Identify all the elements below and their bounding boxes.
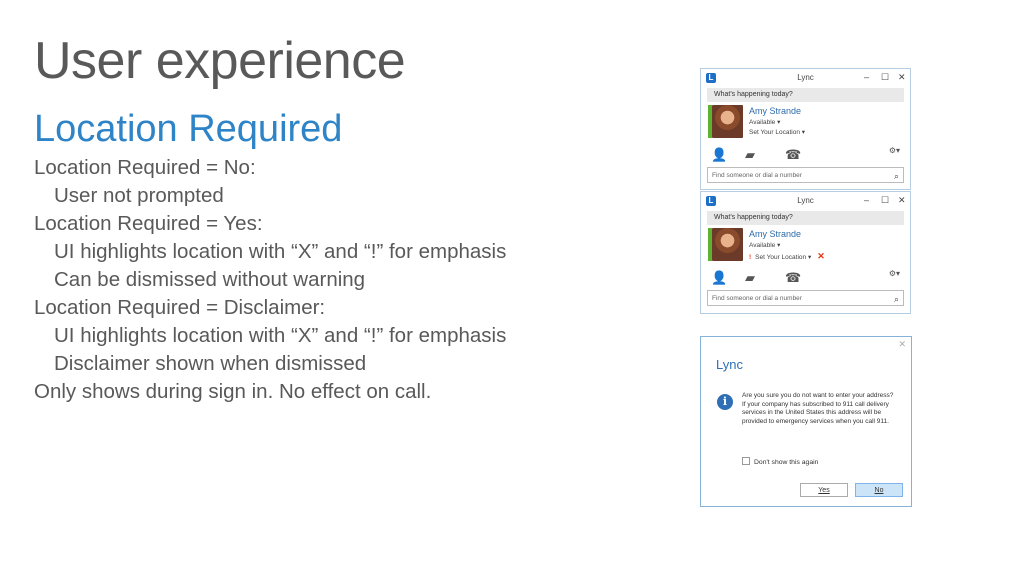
disclaimer-dialog bbox=[700, 336, 912, 507]
availability-label: Available bbox=[749, 119, 776, 126]
location-menu[interactable] bbox=[749, 251, 825, 262]
title-bar bbox=[701, 69, 910, 88]
bullet-item: User not prompted bbox=[54, 184, 224, 207]
availability-menu[interactable] bbox=[749, 118, 780, 126]
chevron-down-icon: ▾ bbox=[807, 254, 812, 261]
maximize-icon[interactable]: ☐ bbox=[881, 72, 890, 82]
bullet-item: Location Required = Disclaimer: bbox=[34, 296, 326, 319]
my-info bbox=[701, 105, 910, 145]
conversations-icon[interactable]: ▰ bbox=[745, 270, 755, 285]
conversations-icon[interactable]: ▰ bbox=[745, 147, 755, 162]
info-icon: i bbox=[717, 394, 733, 410]
bullet-item: Location Required = No: bbox=[34, 156, 256, 179]
availability-label: Available bbox=[749, 242, 776, 249]
warning-icon: ! bbox=[749, 254, 752, 261]
search-icon[interactable]: ⌕ bbox=[893, 171, 899, 181]
status-message-input[interactable]: What's happening today? bbox=[707, 88, 904, 102]
phone-icon[interactable]: ☎ bbox=[785, 270, 802, 285]
bullet-item: UI highlights location with “X” and “!” for emphasis bbox=[54, 324, 507, 347]
status-message-input[interactable]: What's happening today? bbox=[707, 211, 904, 225]
checkbox-label: Don't show this again bbox=[754, 459, 819, 466]
my-info bbox=[701, 228, 910, 268]
dont-show-again-checkbox[interactable] bbox=[742, 457, 818, 466]
checkbox-box[interactable] bbox=[742, 457, 750, 465]
bullet-item: Location Required = Yes: bbox=[34, 212, 263, 235]
slide-title: User experience bbox=[34, 32, 406, 90]
search-input[interactable] bbox=[707, 167, 904, 183]
tab-bar bbox=[701, 145, 910, 167]
dialog-title: Lync bbox=[716, 357, 743, 372]
location-menu[interactable] bbox=[749, 128, 805, 136]
lync-logo-icon: L bbox=[706, 196, 716, 206]
avatar[interactable] bbox=[712, 105, 743, 138]
tab-bar bbox=[701, 268, 910, 290]
bullet-item: Only shows during sign in. No effect on call. bbox=[34, 380, 432, 403]
minimize-icon[interactable]: – bbox=[864, 72, 870, 82]
clear-location-icon[interactable]: ✕ bbox=[817, 251, 825, 261]
search-placeholder: Find someone or dial a number bbox=[712, 172, 802, 179]
lync-logo-icon: L bbox=[706, 73, 716, 83]
title-bar bbox=[701, 192, 910, 211]
location-label: Set Your Location bbox=[749, 129, 800, 136]
slide-subtitle: Location Required bbox=[34, 108, 343, 150]
location-label: Set Your Location bbox=[755, 254, 807, 261]
chevron-down-icon: ▾ bbox=[777, 242, 781, 249]
close-icon[interactable]: ✕ bbox=[898, 195, 906, 205]
search-input[interactable] bbox=[707, 290, 904, 306]
gear-icon[interactable]: ⚙▾ bbox=[888, 146, 900, 155]
search-icon[interactable]: ⌕ bbox=[893, 294, 899, 304]
dialog-message: Are you sure you do not want to enter your address? If your company has subscribed to 911 call delivery services in the United States this address will be provided to emergency services when you call 911. bbox=[742, 392, 894, 425]
bullet-item: Can be dismissed without warning bbox=[54, 268, 366, 291]
search-placeholder: Find someone or dial a number bbox=[712, 295, 802, 302]
no-label: No bbox=[874, 487, 884, 494]
contacts-icon[interactable]: 👤 bbox=[711, 270, 728, 285]
bullet-item: UI highlights location with “X” and “!” for emphasis bbox=[54, 240, 507, 263]
yes-label: Yes bbox=[818, 487, 830, 494]
availability-menu[interactable] bbox=[749, 241, 780, 249]
yes-button[interactable] bbox=[800, 483, 848, 497]
window-title: Lync bbox=[797, 73, 814, 82]
minimize-icon[interactable]: – bbox=[864, 195, 870, 205]
close-icon[interactable]: ✕ bbox=[898, 72, 906, 82]
phone-icon[interactable]: ☎ bbox=[785, 147, 802, 162]
user-name: Amy Strande bbox=[749, 229, 802, 239]
lync-window-location-required bbox=[700, 191, 911, 314]
contacts-icon[interactable]: 👤 bbox=[711, 147, 728, 162]
maximize-icon[interactable]: ☐ bbox=[881, 195, 890, 205]
chevron-down-icon: ▾ bbox=[777, 119, 781, 126]
avatar[interactable] bbox=[712, 228, 743, 261]
lync-window-no-location-required bbox=[700, 68, 911, 190]
gear-icon[interactable]: ⚙▾ bbox=[888, 269, 900, 278]
user-name: Amy Strande bbox=[749, 106, 802, 116]
no-button[interactable] bbox=[855, 483, 903, 497]
bullet-item: Disclaimer shown when dismissed bbox=[54, 352, 367, 375]
bullet-list bbox=[34, 154, 506, 406]
close-icon[interactable]: ✕ bbox=[898, 339, 906, 349]
window-title: Lync bbox=[797, 196, 814, 205]
chevron-down-icon: ▾ bbox=[801, 129, 806, 136]
